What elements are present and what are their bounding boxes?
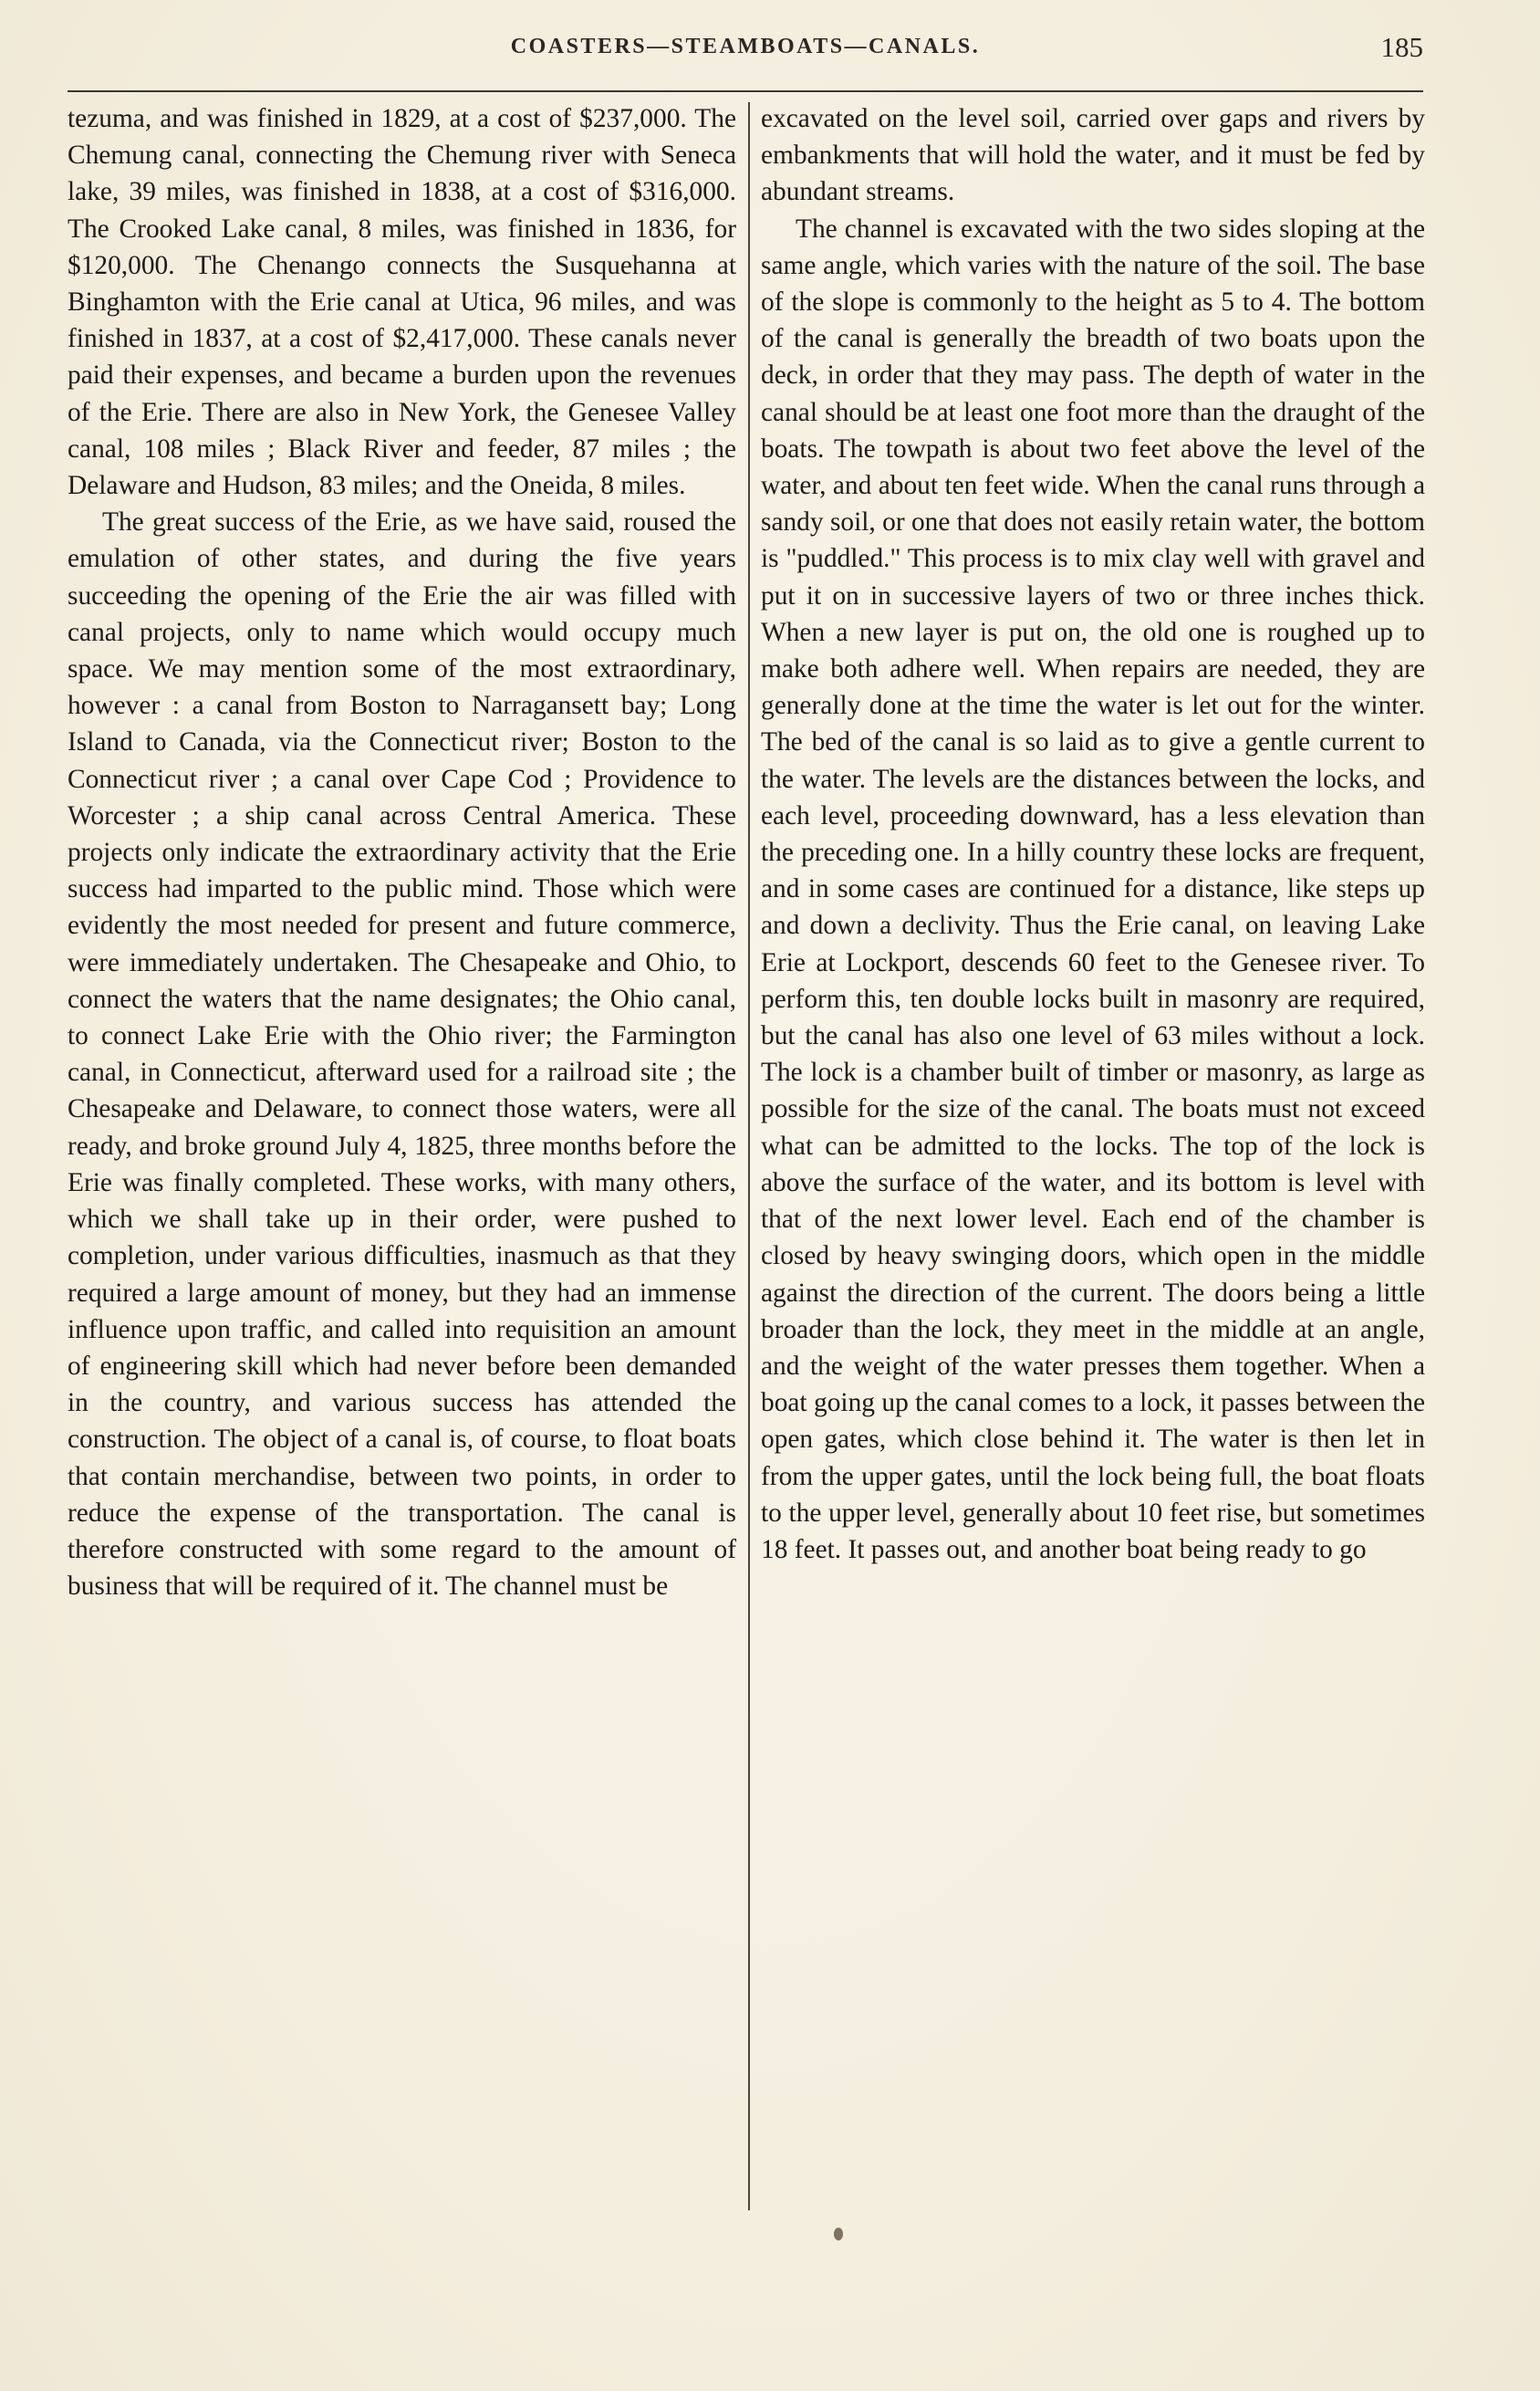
ink-blot-mark — [834, 2228, 843, 2240]
header-rule — [68, 90, 1423, 92]
page-number: 185 — [1380, 31, 1423, 63]
right-paragraph-2: The channel is excavated with the two sides sloping at the same angle, which varies with the nature of the soil. The base of the slope is commonly to the height as 5 to 4. The bottom of the canal is generally the breadth of two boats upon the deck, in order that they may pass. The depth of water in the canal should be at least one foot more than the draught of the boats. The towpath is about two feet above the level of the water, and about ten feet wide. When the canal runs through a sandy soil, or one that does not easily retain water, the bottom is "puddled." This process is to mix clay well with gravel and put it on in successive layers of two or three inches thick. When a new layer is put on, the old one is roughed up to make both adhere well. When repairs are needed, they are generally done at the time the water is let out for the winter. The bed of the canal is so laid as to give a gentle current to the water. The levels are the distances between the locks, and each level, proceeding downward, has a less elevation than the preceding one. In a hilly country these locks are frequent, and in some cases are continued for a distance, like steps up and down a declivity. Thus the Erie canal, on leaving Lake Erie at Lockport, descends 60 feet to the Genesee river. To perform this, ten double locks built in masonry are required, but the canal has also one level of 63 miles without a lock. The lock is a chamber built of timber or masonry, as large as possible for the size of the canal. The boats must not exceed what can be admitted to the locks. The top of the lock is above the surface of the water, and its bottom is level with that of the next lower level. Each end of the chamber is closed by heavy swinging doors, which open in the middle against the direction of the current. The doors being a little broader than the lock, they meet in the middle at an angle, and the weight of the water presses them together. When a boat going up the canal comes to a lock, it passes between the open gates, which close behind it. The water is then let in from the upper gates, until the lock being full, the boat floats to the upper level, generally about 10 feet rise, but sometimes 18 feet. It passes out, and another boat being ready to go — [761, 214, 1425, 1564]
left-paragraph-2: The great success of the Erie, as we have said, roused the emulation of other states, and during the five years succeeding the opening of the Erie the air was filled with canal projects, only to name which would occupy much space. We may mention some of the most extraordinary, however : a canal from Boston to Narragansett bay; Long Island to Canada, via the Connecticut river; Boston to the Connecticut river ; a canal over Cape Cod ; Providence to Worcester ; a ship canal across Central America. These projects only indicate the extraordinary activity that the Erie success had imparted to the public mind. Those which were evidently the most needed for present and future commerce, were immediately undertaken. The Chesapeake and Ohio, to connect the waters that the name designates; the Ohio canal, to connect Lake Erie with the Ohio river; the Farmington canal, in Connecticut, afterward used for a railroad site ; the Chesapeake and Delaware, to connect those waters, were all ready, and broke ground July 4, 1825, three months before the Erie was finally completed. These works, with many others, which we shall take up in their order, were pushed to completion, under various difficulties, inasmuch as that they required a large amount of money, but they had an immense influence upon traffic, and called into requisition an amount of engineering skill which had never before been demanded in the country, and various success has attended the construction. The object of a canal is, of course, to float boats that contain merchandise, between two points, in order to reduce the expense of the transportation. The canal is therefore constructed with some regard to the amount of business that will be required of it. The channel must be — [68, 507, 736, 1602]
right-column — [761, 100, 1425, 1568]
column-divider — [748, 102, 750, 2210]
running-head — [68, 31, 1423, 68]
left-column — [68, 100, 736, 1604]
running-title: COASTERS—STEAMBOATS—CANALS. — [510, 35, 981, 58]
left-paragraph-1: tezuma, and was finished in 1829, at a cost of $237,000. The Chemung canal, connecting the Chemung river with Seneca lake, 39 miles, was finished in 1838, at a cost of $316,000. The Crooked Lake canal, 8 miles, was finished in 1836, for $120,000. The Chenango connects the Susquehanna at Binghamton with the Erie canal at Utica, 96 miles, and was finished in 1837, at a cost of $2,417,000. These canals never paid their expenses, and became a burden upon the revenues of the Erie. There are also in New York, the Genesee Valley canal, 108 miles ; Black River and feeder, 87 miles ; the Delaware and Hudson, 83 miles; and the Oneida, 8 miles. — [68, 104, 736, 501]
right-paragraph-1: excavated on the level soil, carried over gaps and rivers by embankments that will hold the water, and it must be fed by abundant streams. — [761, 104, 1425, 207]
